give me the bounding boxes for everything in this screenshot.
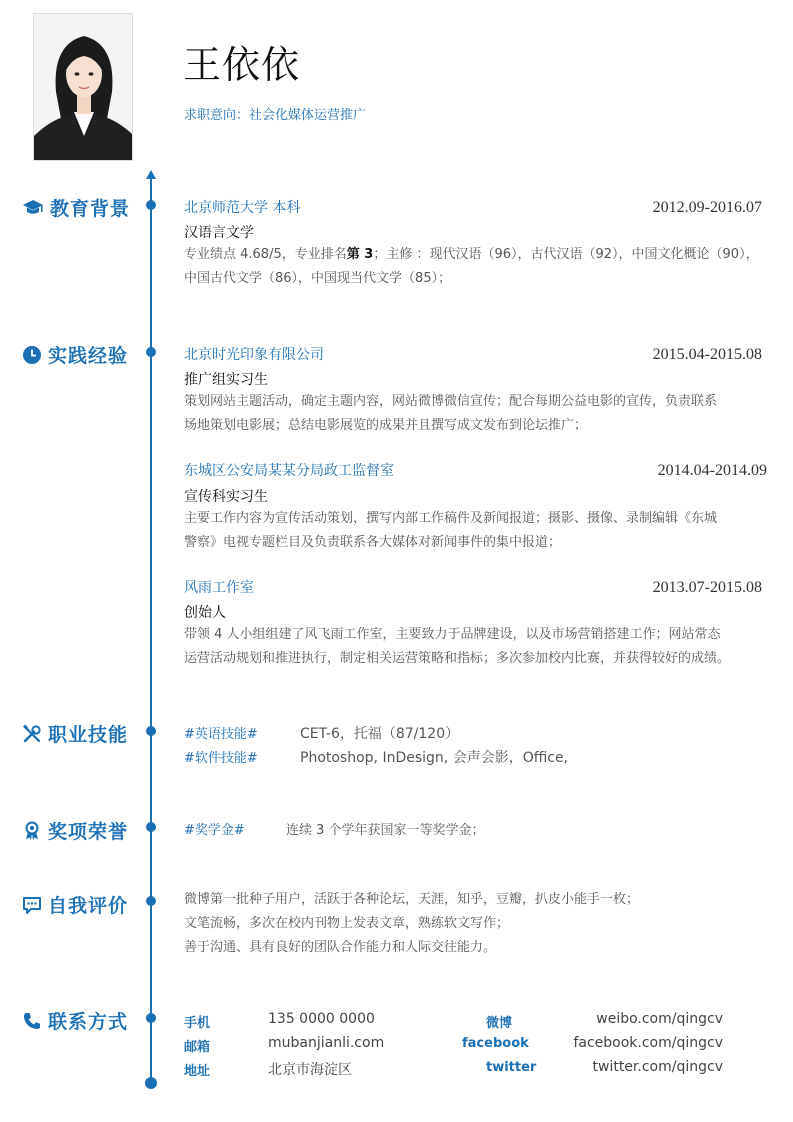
phone-icon — [22, 1011, 42, 1031]
timeline-dot — [146, 822, 156, 832]
timeline-dot — [146, 896, 156, 906]
courses-text: ；主修 ：现代汉语（96），古代汉语（92），中国文化概论（90）， — [373, 247, 759, 262]
timeline-dot — [146, 200, 156, 210]
education-row — [184, 197, 762, 217]
desc-line: 带领 4 人小组组建了风飞雨工作室，主要致力于品牌建设，以及市场营销搭建工作；网站常态 — [184, 627, 721, 642]
timeline-dot — [146, 347, 156, 357]
desc-line: 主要工作内容为宣传活动策划，撰写内部工作稿件及新闻报道；摄影、摄像、录制编辑《东城 — [184, 511, 718, 526]
award-value: 连续 3 个学年获国家一等奖学金； — [286, 823, 485, 838]
self-eval-line: 微博第一批种子用户，活跃于各种论坛，天涯，知乎，豆瓣，扒皮小能手一枚； — [184, 892, 640, 907]
contact-weibo[interactable]: weibo.com/qingcv — [596, 1011, 723, 1027]
contact-label-address: 地址 — [184, 1064, 211, 1079]
self-eval-line: 文笔流畅，多次在校内刊物上发表文章，熟练软文写作； — [184, 916, 510, 931]
section-title-awards — [22, 817, 128, 844]
graduation-cap-icon — [22, 199, 44, 217]
education-date: 2012.09-2016.07 — [652, 199, 762, 216]
section-title-experience — [22, 341, 128, 368]
rank-text: 第 3 — [346, 247, 374, 262]
section-title-text: 联系方式 — [48, 1011, 129, 1033]
education-desc-line — [184, 243, 762, 267]
desc-line: 运营活动规划和推进执行，制定相关运营策略和指标；多次参加校内比赛，并获得较好的成绩。 — [184, 651, 731, 666]
profile-photo — [33, 13, 133, 161]
experience-description — [184, 507, 762, 555]
school-name: 北京师范大学 本科 — [184, 200, 301, 216]
job-role: 推广组实习生 — [184, 372, 268, 388]
company-name: 北京时光印象有限公司 — [184, 347, 324, 363]
candidate-name: 王依依 — [183, 43, 301, 87]
self-evaluation — [184, 888, 762, 960]
experience-date: 2013.07-2015.08 — [652, 579, 762, 596]
section-title-text: 奖项荣誉 — [48, 821, 129, 843]
company-name: 风雨工作室 — [184, 580, 254, 596]
job-intent: 求职意向：社会化媒体运营推广 — [184, 108, 367, 123]
contact-twitter[interactable]: twitter.com/qingcv — [592, 1059, 723, 1075]
experience-date: 2014.04-2014.09 — [657, 462, 767, 479]
skill-value: Photoshop, InDesign, 会声会影，Office, — [300, 750, 569, 766]
contact-facebook[interactable]: facebook.com/qingcv — [573, 1035, 723, 1051]
contact-label-facebook: facebook — [462, 1036, 529, 1051]
timeline-end-dot — [145, 1077, 157, 1089]
section-title-text: 职业技能 — [48, 724, 129, 746]
contact-label-email: 邮箱 — [184, 1040, 211, 1055]
company-name: 东城区公安局某某分局政工监督室 — [184, 463, 394, 479]
section-title-self — [22, 891, 128, 918]
contact-phone[interactable]: 135 0000 0000 — [268, 1011, 375, 1027]
contact-address: 北京市海淀区 — [268, 1062, 352, 1078]
timeline-dot — [146, 1013, 156, 1023]
education-desc-line: 中国古代文学（86），中国现当代文学（85）； — [184, 271, 452, 286]
experience-row — [184, 577, 762, 597]
section-title-text: 自我评价 — [48, 895, 129, 917]
section-title-text: 教育背景 — [50, 198, 131, 220]
contact-email[interactable]: mubanjianli.com — [268, 1035, 385, 1051]
award-tag: #奖学金# — [184, 823, 245, 838]
experience-description — [184, 390, 762, 438]
major-name: 汉语言文学 — [184, 225, 254, 241]
contact-label-twitter: twitter — [486, 1060, 537, 1075]
clock-icon — [22, 345, 42, 365]
timeline-line — [150, 176, 152, 1084]
job-role: 宣传科实习生 — [184, 489, 268, 505]
section-title-text: 实践经验 — [48, 345, 129, 367]
skill-value: CET-6，托福（87/120） — [300, 726, 460, 742]
contact-label-weibo: 微博 — [486, 1016, 513, 1031]
gpa-text: 专业绩点 4.68/5，专业排名 — [184, 247, 347, 262]
education-description — [184, 243, 762, 291]
self-eval-line: 善于沟通、具有良好的团队合作能力和人际交往能力。 — [184, 940, 497, 955]
skill-tag: #英语技能# — [184, 727, 258, 742]
timeline-dot — [146, 726, 156, 736]
award-ribbon-icon — [22, 821, 42, 841]
tools-icon — [22, 724, 42, 744]
experience-row — [184, 460, 767, 480]
desc-line: 策划网站主题活动，确定主题内容，网站微博微信宣传；配合每期公益电影的宣传，负责联系 — [184, 394, 718, 409]
contact-label-phone: 手机 — [184, 1016, 211, 1031]
skill-tag: #软件技能# — [184, 751, 258, 766]
section-title-skills — [22, 720, 128, 747]
section-title-education — [22, 194, 130, 221]
section-title-contact — [22, 1007, 128, 1034]
desc-line: 场地策划电影展；总结电影展览的成果并且撰写成文发布到论坛推广； — [184, 418, 588, 433]
experience-row — [184, 344, 762, 364]
portrait-image — [34, 14, 133, 161]
job-role: 创始人 — [184, 605, 226, 621]
experience-date: 2015.04-2015.08 — [652, 346, 762, 363]
speech-bubble-icon — [22, 895, 42, 915]
desc-line: 警察》电视专题栏目及负责联系各大媒体对新闻事件的集中报道； — [184, 535, 562, 550]
experience-description — [184, 623, 762, 671]
